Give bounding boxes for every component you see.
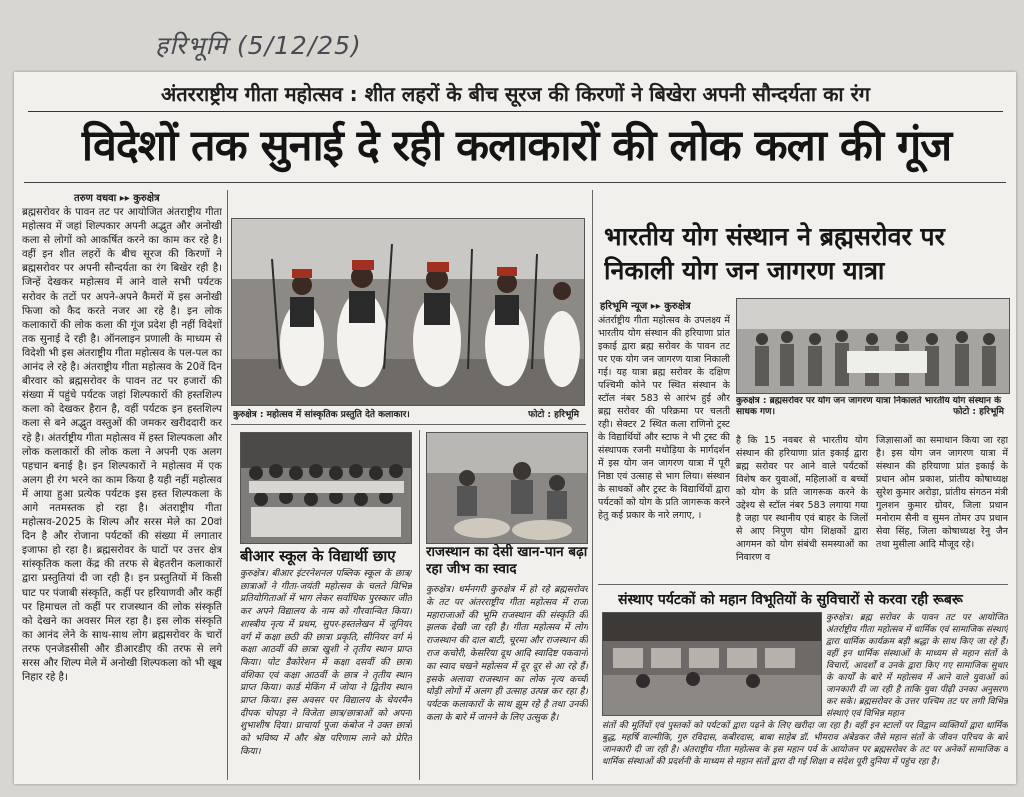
school-story-headline: बीआर स्कूल के विद्यार्थी छाए xyxy=(240,547,396,565)
dancers-illustration xyxy=(232,219,584,405)
yoga-photo-caption-text: कुरुक्षेत्र : ब्रह्मसरोवर पर योग जन जागरण यात्रा निकालते भारतीय योग संस्थान के साधक गण। xyxy=(736,396,1002,417)
kicker-headline: अंतरराष्ट्रीय गीता महोत्सव : शीत लहरों के बीच सूरज की किरणों ने बिखेरा अपनी सौन्दर्यता का रंग xyxy=(28,80,1003,112)
rally-illustration xyxy=(737,299,1009,393)
sansthaye-story-headline: संस्थाए पर्यटकों को महान विभूतियों के सुविचारों से करवा रही रूबरू xyxy=(618,592,963,608)
students-illustration xyxy=(241,433,411,543)
yoga-story-col1: अंतर्राष्ट्रीय गीता महोत्सव के उपलक्ष्य में भारतीय योग संस्थान की हरियाणा प्रांत इकाई द्वारा ब्रह्म सरोवर के पावन तट पर एक योग जन जागरण यात्रा निकाली गई। यह यात्रा ब्रह्म सरोवर के दक्षिण पश्चिमी कोने पर स्थित संस्थान के स्टॉल नंबर 583 से आरंभ हुई और ब्रह्म सरोवर की परिक्रमा पर चलती रही। सेक्टर 2 स्थित कला राणिनो ट्रस्ट के विद्यार्थियों और स्टाफ ने भी ट्रस्ट की संस्थापक रजनी मधोड़िया के मार्गदर्शन में इस योग जन जागरण यात्रा में पूरी निष्ठा एवं उत्साह से भाग लिया। संस्थान के साधकों और ट्रस्ट के विद्यार्थियों द्वारा पर्यटकों को योग के प्रति जागरूक करने हेतु कई प्रकार के नारे लगाए, । xyxy=(598,315,730,521)
rajasthan-story-body: कुरुक्षेत्र। धर्मनगरी कुरुक्षेत्र में हो रहे ब्रह्मसरोवर के तट पर अंतरराष्ट्रीय गीता महोत्सव में राजा महाराजाओं की भूमि राजस्थान की संस्कृति की झलक देखी जा रही है। गीता महोत्सव में लोग राजस्थान की दाल बाटी, चूरमा और राजस्थान की राज कचोरी, केसरिया दूध आदि स्वादिष्ट पकवानों का स्वाद चखने महोत्सव में दूर दूर से आ रहे हैं। इसके अलावा राजस्थान का लोक नृत्य कच्ची घोड़ी लोगों में अलग ही उत्साह उत्पन्न कर रहा है। पर्यटक कलाकारों के साथ झूम रहे है तथा उनकी कला के बारे में जानने के लिए उत्सुक है। xyxy=(426,584,588,723)
yoga-story-headline: भारतीय योग संस्थान ने ब्रह्मसरोवर पर निकाली योग जन जागरण यात्रा xyxy=(604,222,945,285)
section-divider xyxy=(598,584,1008,585)
photo-book-stall xyxy=(602,612,822,716)
rajasthan-story-headline: राजस्थान का देसी खान-पान बढ़ा रहा जीभ का स्वाद xyxy=(426,544,588,577)
column-divider xyxy=(227,190,228,780)
yoga-story-col3: जिज्ञासाओं का समाधान किया जा रहा है। इस योग जन जागरण यात्रा में संस्थान की हरियाणा प्रांत इकाई के प्रधान ओम प्रकाश, प्रांतीय कोषाध्यक्ष सुरेश कुमार अरोड़ा, प्रांतीय संगठन मंत्री गुलशन कुमार ग्रोवर, जिला प्रधान मनोराम सैनी व सुमन तोमर उप प्रधान सेवा सिंह, जिला कोषाध्यक्ष रेनु जैन तथा मुसीला आदि मौजूद रहे। xyxy=(876,435,1008,550)
yoga-story-col2: है कि 15 नवबर से भारतीय योग संस्थान की हरियाणा प्रांत इकाई द्वारा ब्रह्म सरोवर पर आने वाले पर्यटकों विशेष कर युवाओं, महिलाओं व बच्चों को योग के प्रति जागरूक करने के उद्देश्य से स्टॉल नंबर 583 लगाया गया है जहा पर स्थानीय एवं बाहर के जिलों से आए निपुण योग शिक्षकों द्वारा आगमन को योग संबंधी समस्याओं का निवारण व xyxy=(736,435,868,563)
sansthaye-story-body-bottom: संतों की मूर्तियों एवं पुस्तकों को पर्यटकों द्वारा पढ़ने के लिए खरीदा जा रहा है। वहीं इन स्टालों पर विद्वान व्यक्तियों द्वारा धार्मिक बुद्ध, महर्षि वाल्मीकि, गुरु रविदास, कबीरदास, बाबा साहेब डॉ. भीमराव अंबेडकर जैसे महान संतों के जीवन परिचय के बारे जानकारी दी जा रही है। अंतराष्ट्रीय गीता महोत्सव के इस महान पर्व के आयोजन पर ब्रह्मसरोवर के तट पर अनेकों सामाजिक व धार्मिक संस्थाओं की प्रदर्शनी के माध्यम से महान संतों द्वारा दी गई शिक्षा व संदेश पूरी दुनिया में पहुंच रहा है। xyxy=(602,721,1008,767)
yoga-photo-credit: फोटो : हरिभूमि xyxy=(953,407,1004,417)
main-photo-caption xyxy=(233,407,583,420)
main-story-body: ब्रह्मसरोवर के पावन तट पर आयोजित अंतराष्ट्रीय गीता महोत्सव में जहां शिल्पकार अपनी अद्भुत और अनोखी कला से लोगों को आकर्षित करने का काम कर रहे है। वहीं इन शीत लहरों के बीच सूरज की किरणों ने ब्रह्मसरोवर पर अपनी सौन्दर्यता का रंग बिखेर रही है। जिन्हें देखकर महोत्सव में आने वाले सभी पर्यटक सरोवर के तटों पर अपने-अपने कैमरों में इस अनोखी फिजा को कैद करते नजर आ रहे है। इन लोक कलाकारों की लोक कला की गूंज प्रदेश ही नहीं विदेशों तक सुनाई दे रही है। ऑनलाइन प्रणाली के माध्यम से विदेशी भी इस अंतराष्ट्रीय गीता महोत्सव के पल-पल का आनंद ले रहे है। अंतराष्ट्रीय गीता महोत्सव के 20वें दिन बीरवार को ब्रह्मसरोवर के पावन तट पर हजारों की संख्या में पहुंचे पर्यटक जहां शिल्पकारों की हस्तशिल्प कला को देखकर हैरान है, वहीं पर्यटक इन हस्तशिल्प कला से बने अद्भुत वस्तुओं की जमकर खरीददारी कर रहे है। अंतर्राष्ट्रीय गीता महोत्सव में हस्त शिल्पकला और लोक कलाकारों की लोक कला ने अपनी एक अलग पहचान बनाई है। इन शिल्पकारों ने महोत्सव में एक अलग ही रंग भरने का काम किया है यही नहीं महोत्सव में आया हुआ प्रत्येक पर्यटक इस हस्त शिल्पकला के आगे नतमस्तक हो रहा है। अंतराष्ट्रीय गीता महोत्सव-2025 के शिल्प और सरस मेले का 20वां दिन है और रोजाना पर्यटकों की संख्या में लगातार इजाफा हो रहा है। ब्रह्मसरोवर के घाटों पर उत्तर क्षेत्र सांस्कृतिक कला केंद्र की तरफ से बेहतरीन कलाकारों द्वारा प्रस्तुतियां दी जा रही है। इन प्रस्तुतियों में किसी घाट पर पंजाबी संस्कृति, कहीं पर हरियाणवी और कहीं पर हिमाचल तो कहीं पर राजस्थान की लोक संस्कृति को देखने का अवसर मिल रहा है। इस लोक संस्कृति का आनंद लेने के साथ-साथ लोग ब्रह्मसरोवर के चारों तरफ एनजेडसीसी और डीआरडीए की तरफ से लगे सरस और शिल्प मेले में अनोखी शिल्पकला को भी खूब निहार रहे है। xyxy=(22,207,222,684)
photo-yoga-rally xyxy=(736,298,1010,394)
column-divider xyxy=(592,190,593,780)
headline-rule xyxy=(24,182,1006,183)
main-photo-credit: फोटो : हरिभूमि xyxy=(528,410,579,420)
school-story-body: कुरुक्षेत्र। बीआर इंटरनेशनल पब्लिक स्कूल के छात्र/छात्राओं ने गीता-जयंती महोत्सव के चलते विभिन्न प्रतियोगिताओं में भाग लेकर सर्वाधिक पुरस्कार जीत कर अपने विद्यालय के नाम को गौरवान्वित किया। शास्त्रीय नृत्य में प्रथम, सुपर-हस्तलेखन में जूनियर वर्ग में कक्षा छठी की छात्रा प्रकृति, सीनियर वर्ग में कक्षा आठवीं की छात्रा खुशी ने तृतीय स्थान प्राप्त किया। पोट डैकोरेशन में कक्षा दसवीं की छात्रा वंशिका एवं कक्षा आठवीं के छात्र ने तृतीय स्थान प्राप्त किया। कार्ड मेकिंग में जोया ने द्वितीय स्थान प्राप्त किया। इस अवसर पर विद्यालय के चेयरमैन दीपक चोपड़ा ने विजेता छात्र/छात्राओं को अपना शुभाशीष दिया। प्राचार्या पूजा कंबोज ने उक्त छात्रों को भविष्य में और श्रेष्ठ परिणाम लाने को प्रेरित किया। xyxy=(240,568,412,757)
yoga-photo-caption xyxy=(736,396,1008,418)
main-photo-caption-text: कुरुक्षेत्र : महोत्सव में सांस्कृतिक प्रस्तुति देते कलाकार। xyxy=(233,410,410,420)
sansthaye-story-body-right: कुरुक्षेत्र। ब्रह्म सरोवर के पावन तट पर आयोजित अंतर्राष्ट्रीय गीता महोत्सव में धार्मिक एवं सामाजिक संस्थाएं द्वारा धार्मिक कार्यक्रम बड़ी श्रद्धा के साथ किए जा रहे हैं। वहीं इन धार्मिक संस्थाओं के माध्यम से महान संतों के विचारों, आदर्शों व उनके द्वारा किए गए सामाजिक सुधार के कार्यों के बारे में महोत्सव में आने वाले युवाओं को जानकारी दी जा रही है ताकि युवा पीढ़ी उनका अनुसरण कर सके। ब्रह्मसरोवर के उत्तर पश्चिम तट पर लगी विभिन्न संस्थाएं एवं विभिन्न महान xyxy=(826,613,1008,719)
yoga-byline: हरिभूमि न्यूज ▸▸ कुरुक्षेत्र xyxy=(600,301,691,312)
handwritten-date-note: हरिभूमि (5/12/25) xyxy=(155,31,362,60)
food-stall-illustration xyxy=(427,433,587,543)
photo-folk-dancers xyxy=(231,218,585,406)
column-divider xyxy=(419,430,420,780)
section-divider xyxy=(231,424,586,425)
main-byline: तरुण वधवा ▸▸ कुरुक्षेत्र xyxy=(74,193,160,204)
main-headline: विदेशों तक सुनाई दे रही कलाकारों की लोक कला की गूंज xyxy=(81,121,952,171)
photo-school-students xyxy=(240,432,412,544)
book-stall-illustration xyxy=(603,613,821,715)
photo-rajasthani-food xyxy=(426,432,588,544)
newspaper-clipping xyxy=(14,72,1016,784)
